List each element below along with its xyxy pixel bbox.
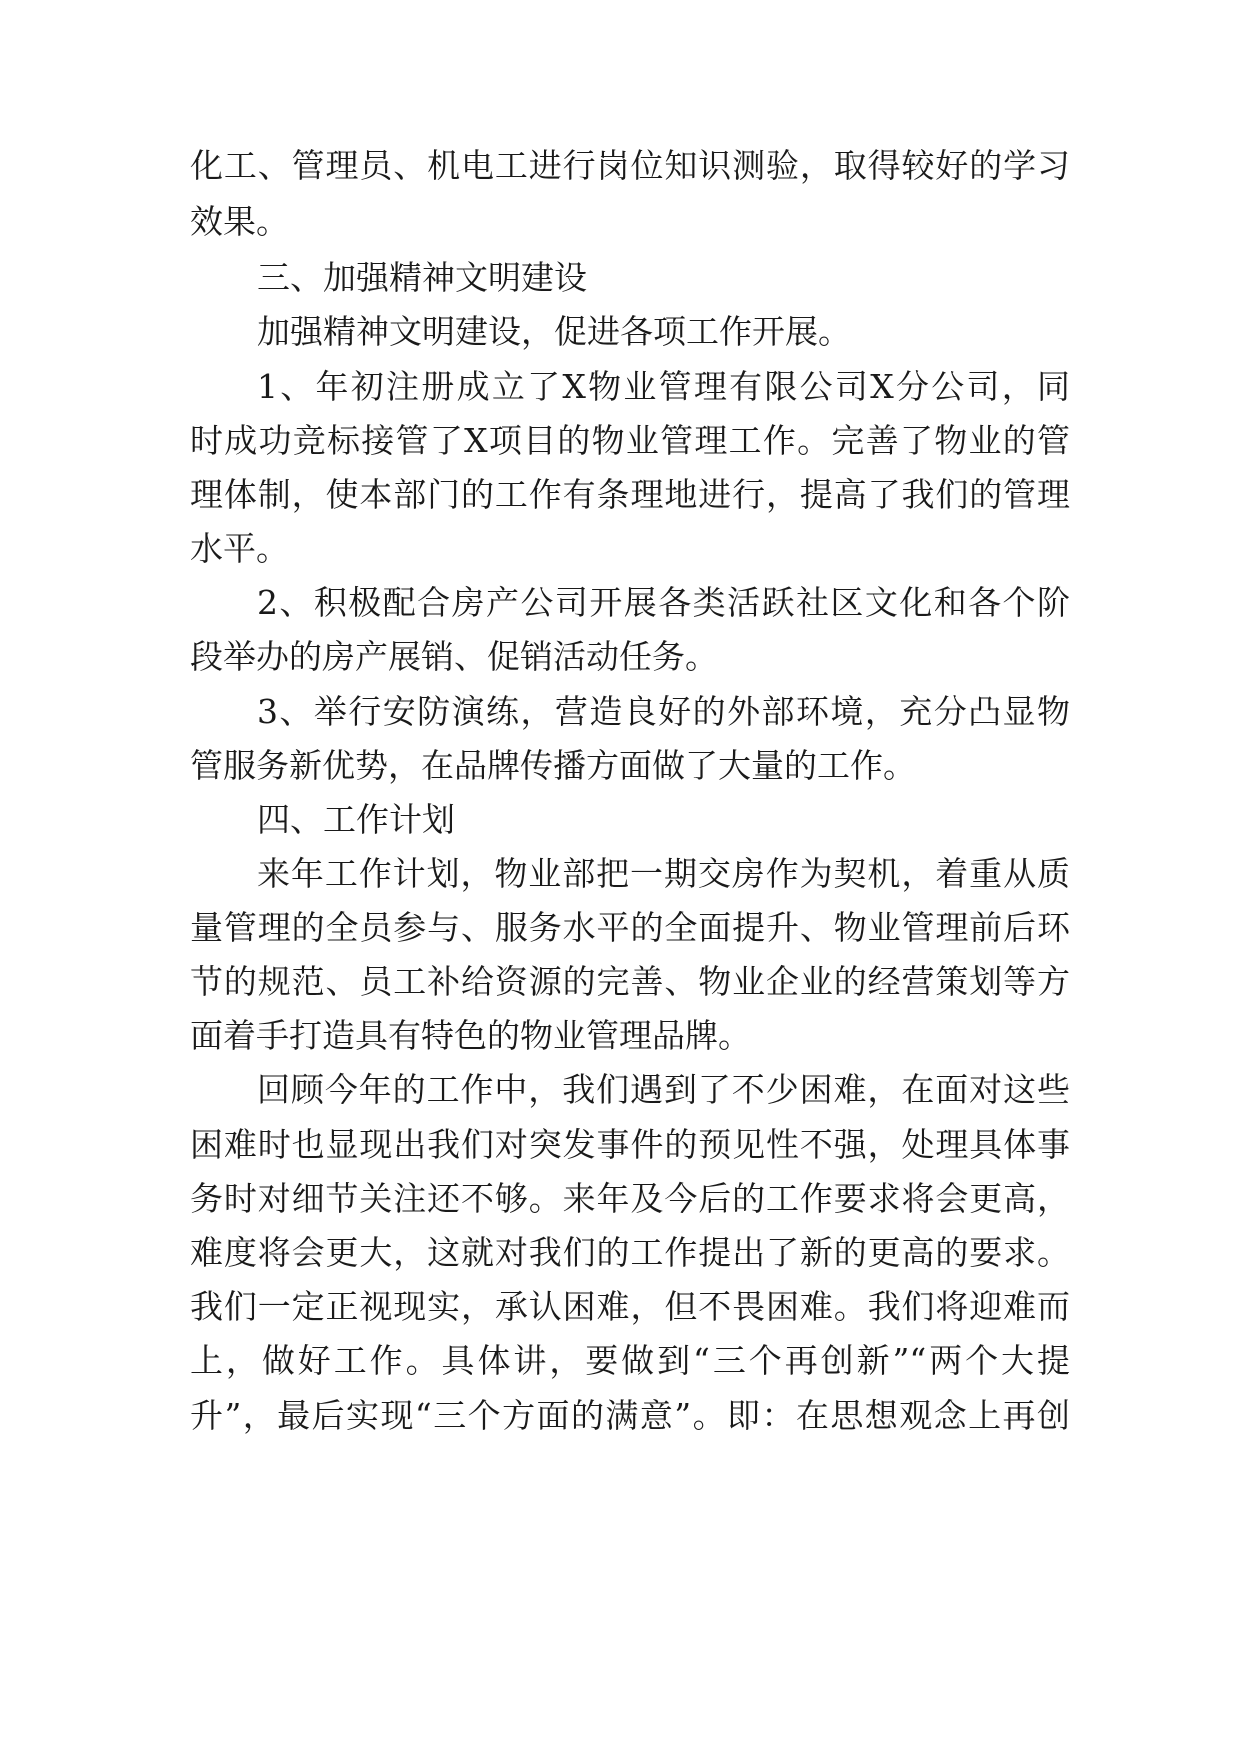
text-line: 我们一定正视现实，承认困难，但不畏困难。我们将迎难而: [190, 1287, 1070, 1326]
text-line: 来年工作计划，物业部把一期交房作为契机，着重从质: [257, 854, 1070, 893]
text-line: 务时对细节关注还不够。来年及今后的工作要求将会更高，: [190, 1179, 1070, 1218]
text-line: 效果。: [190, 202, 289, 241]
text-line: 节的规范、员工补给资源的完善、物业企业的经营策划等方: [190, 962, 1070, 1001]
text-line: 难度将会更大，这就对我们的工作提出了新的更高的要求。: [190, 1233, 1070, 1272]
text-line: 困难时也显现出我们对突发事件的预见性不强，处理具体事: [190, 1125, 1070, 1164]
text-line: 面着手打造具有特色的物业管理品牌。: [190, 1016, 751, 1055]
section-heading: 四、工作计划: [257, 800, 455, 839]
text-line: 3、举行安防演练，营造良好的外部环境，充分凸显物: [257, 692, 1070, 731]
text-line: 升”，最后实现“三个方面的满意”。即：在思想观念上再创: [190, 1396, 1070, 1435]
text-line: 加强精神文明建设，促进各项工作开展。: [257, 312, 851, 351]
text-line: 水平。: [190, 529, 289, 568]
text-line: 回顾今年的工作中，我们遇到了不少困难，在面对这些: [257, 1070, 1070, 1109]
text-line: 时成功竞标接管了X项目的物业管理工作。完善了物业的管: [190, 421, 1070, 460]
text-line: 2、积极配合房产公司开展各类活跃社区文化和各个阶: [257, 583, 1070, 622]
text-line: 上，做好工作。具体讲，要做到“三个再创新”“两个大提: [190, 1341, 1070, 1380]
text-line: 1、年初注册成立了X物业管理有限公司X分公司，同: [257, 367, 1070, 406]
text-line: 段举办的房产展销、促销活动任务。: [190, 637, 718, 676]
section-heading: 三、加强精神文明建设: [257, 258, 587, 297]
text-line: 理体制，使本部门的工作有条理地进行，提高了我们的管理: [190, 475, 1070, 514]
text-line: 管服务新优势，在品牌传播方面做了大量的工作。: [190, 746, 916, 785]
text-line: 量管理的全员参与、服务水平的全面提升、物业管理前后环: [190, 908, 1070, 947]
text-line: 化工、管理员、机电工进行岗位知识测验，取得较好的学习: [190, 146, 1070, 185]
